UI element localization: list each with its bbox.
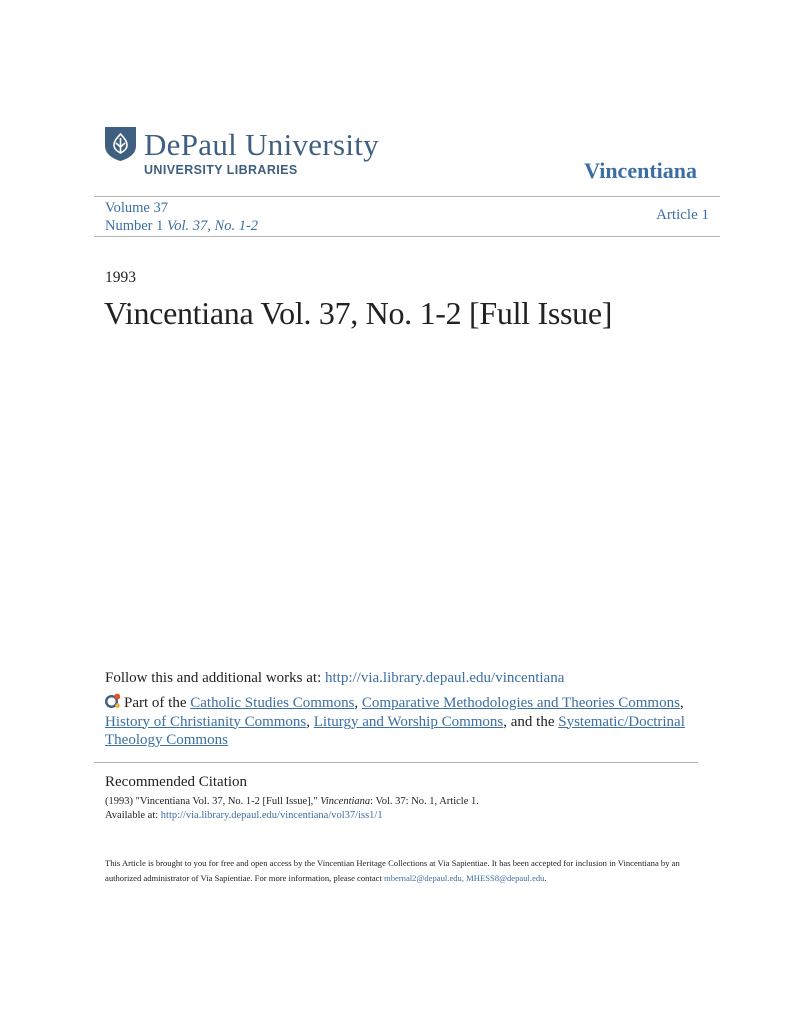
- divider: [94, 196, 720, 197]
- citation-start: (1993) "Vincentiana Vol. 37, No. 1-2 [Full Issue],": [105, 796, 321, 807]
- part-of-prefix: Part of the: [124, 695, 191, 711]
- separator: ,: [679, 695, 684, 711]
- logo-subtitle: UNIVERSITY LIBRARIES: [144, 163, 298, 177]
- history-christianity-link[interactable]: History of Christianity Commons: [105, 713, 307, 730]
- separator: , and the: [503, 713, 559, 730]
- part-of-paragraph: [105, 693, 705, 750]
- citation-heading: Recommended Citation: [105, 774, 248, 790]
- volume-link[interactable]: Volume 37: [105, 200, 168, 216]
- available-at: [105, 810, 383, 821]
- follow-text: Follow this and additional works at:: [105, 670, 325, 686]
- notice-end: .: [544, 873, 547, 883]
- publication-year: 1993: [105, 269, 136, 286]
- catholic-studies-link[interactable]: Catholic Studies Commons: [190, 695, 355, 711]
- contact-email-link[interactable]: mbernal2@depaul.edu, MHESS8@depaul.edu: [384, 873, 545, 883]
- page-title: Vincentiana Vol. 37, No. 1-2 [Full Issue]: [104, 295, 613, 331]
- article-label: Article 1: [656, 207, 709, 223]
- depaul-logo[interactable]: [104, 126, 404, 186]
- journal-link[interactable]: Vincentiana: [584, 158, 697, 183]
- separator: ,: [306, 713, 314, 730]
- collection-link[interactable]: http://via.library.depaul.edu/vincentiana: [324, 670, 565, 686]
- issue-italic: Vol. 37, No. 1-2: [167, 218, 259, 234]
- logo-title: DePaul University: [144, 127, 379, 162]
- follow-line: [105, 670, 564, 687]
- citation-journal: Vincentiana: [320, 796, 371, 807]
- systematic-theology-link[interactable]: Systematic/Doctrinal Theology Commons: [105, 713, 685, 748]
- issue-number: Number 1: [105, 218, 164, 234]
- issue-link[interactable]: [105, 217, 258, 235]
- commons-network-icon: [105, 693, 121, 709]
- citation-end: : Vol. 37: No. 1, Article 1.: [370, 796, 479, 807]
- divider: [94, 236, 720, 237]
- shield-icon: [104, 126, 137, 162]
- liturgy-worship-link[interactable]: Liturgy and Worship Commons: [313, 713, 504, 730]
- access-notice: [105, 856, 695, 886]
- available-label: Available at:: [105, 810, 161, 821]
- divider: [94, 762, 698, 763]
- separator: ,: [354, 695, 362, 711]
- article-url-link[interactable]: http://via.library.depaul.edu/vincentiana/vol37/iss1/1: [160, 810, 383, 821]
- citation-text: [105, 796, 479, 807]
- notice-text: This Article is brought to you for free and open access by the Vincentian Heritage Collections at Via Sapientiae. It has been accepted for inclusion in Vincentiana by an authorized administrator of Via Sapientiae. For more information, please contact: [105, 858, 680, 883]
- comparative-methodologies-link[interactable]: Comparative Methodologies and Theories Commons: [361, 695, 680, 711]
